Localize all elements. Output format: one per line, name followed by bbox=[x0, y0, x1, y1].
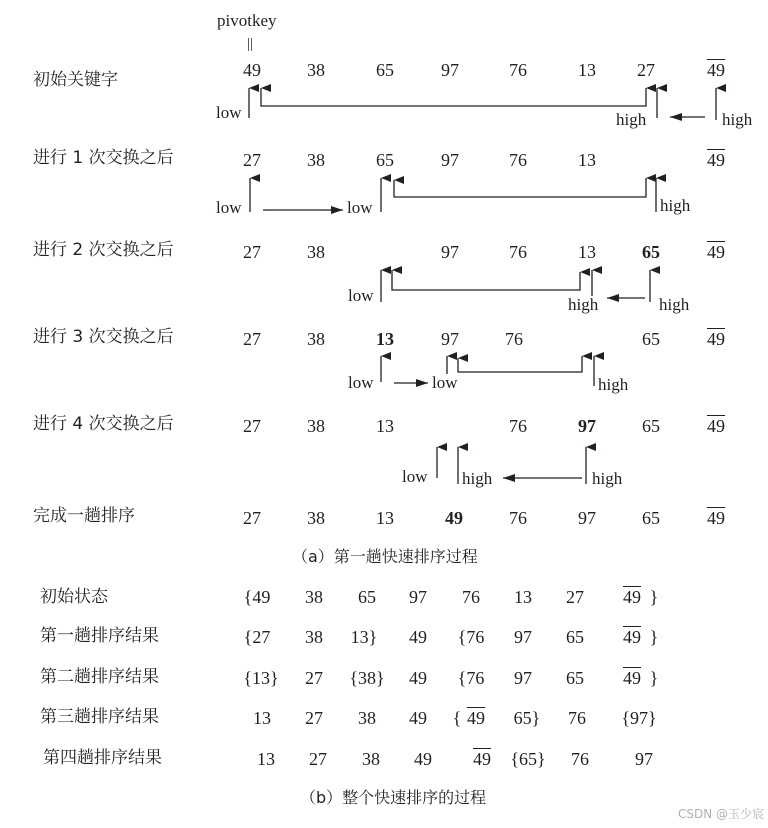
cell: 65 bbox=[358, 587, 376, 607]
key-value-bold: 13 bbox=[376, 329, 394, 349]
cell: 49 bbox=[409, 668, 427, 688]
key-value: 65 bbox=[642, 329, 660, 349]
caption-part-b: （b）整个快速排序的过程 bbox=[300, 788, 487, 807]
row-label: 第一趟排序结果 bbox=[40, 626, 159, 646]
key-value: 65 bbox=[376, 60, 394, 80]
cell: 13 bbox=[514, 587, 532, 607]
row-label: 第二趟排序结果 bbox=[40, 667, 159, 687]
cell: 13 bbox=[253, 708, 271, 728]
key-value: 27 bbox=[243, 150, 261, 170]
cell: { bbox=[452, 708, 462, 728]
cell: 13} bbox=[350, 627, 378, 647]
high-pointer-label: high bbox=[592, 469, 623, 488]
watermark: CSDN @玉少宸 bbox=[678, 807, 765, 821]
key-value: 13 bbox=[578, 242, 596, 262]
low-pointer-label: low bbox=[216, 198, 242, 217]
cell: } bbox=[649, 587, 659, 607]
cell: 76 bbox=[568, 708, 586, 728]
row-label: 进行 1 次交换之后 bbox=[33, 148, 174, 168]
cell: {13} bbox=[243, 668, 279, 688]
high-pointer-label: high bbox=[660, 196, 691, 215]
key-value: 76 bbox=[509, 60, 527, 80]
key-value: 97 bbox=[441, 242, 459, 262]
cell: 97 bbox=[409, 587, 427, 607]
cell-overlined: 49 bbox=[623, 627, 641, 647]
cell: 76 bbox=[462, 587, 480, 607]
pivotkey-label: pivotkey bbox=[217, 11, 277, 30]
cell: 97 bbox=[514, 627, 532, 647]
low-pointer-label: low bbox=[348, 373, 374, 392]
key-value: 38 bbox=[307, 508, 325, 528]
cell: {65} bbox=[510, 749, 546, 769]
cell: 27 bbox=[566, 587, 584, 607]
key-value: 97 bbox=[441, 60, 459, 80]
key-value: 13 bbox=[578, 60, 596, 80]
key-value: 49 bbox=[243, 60, 261, 80]
key-value: 27 bbox=[243, 416, 261, 436]
cell: {38} bbox=[349, 668, 385, 688]
high-pointer-label: high bbox=[722, 110, 753, 129]
key-value-overlined: 49 bbox=[707, 242, 725, 262]
key-value: 76 bbox=[509, 416, 527, 436]
key-value: 97 bbox=[441, 150, 459, 170]
high-pointer-label: high bbox=[598, 375, 629, 394]
key-value: 38 bbox=[307, 60, 325, 80]
key-value-bold: 49 bbox=[445, 508, 463, 528]
cell: 76 bbox=[571, 749, 589, 769]
cell: 49 bbox=[409, 627, 427, 647]
key-value-overlined: 49 bbox=[707, 416, 725, 436]
cell: 38 bbox=[358, 708, 376, 728]
low-pointer-label: low bbox=[216, 103, 242, 122]
row-label: 第四趟排序结果 bbox=[43, 748, 162, 768]
key-value: 38 bbox=[307, 329, 325, 349]
row-label: 进行 2 次交换之后 bbox=[33, 240, 174, 260]
key-value: 97 bbox=[578, 508, 596, 528]
caption-part-a: （a）第一趟快速排序过程 bbox=[292, 547, 478, 566]
cell: 27 bbox=[309, 749, 327, 769]
cell: 38 bbox=[305, 587, 323, 607]
row-label: 第三趟排序结果 bbox=[40, 707, 159, 727]
cell: 49 bbox=[414, 749, 432, 769]
high-pointer-label: high bbox=[462, 469, 493, 488]
high-pointer-label: high bbox=[659, 295, 690, 314]
key-value: 27 bbox=[637, 60, 655, 80]
low-pointer-label: low bbox=[432, 373, 458, 392]
key-value: 76 bbox=[509, 508, 527, 528]
cell: 65 bbox=[566, 668, 584, 688]
key-value: 97 bbox=[441, 329, 459, 349]
key-value-overlined: 49 bbox=[707, 150, 725, 170]
cell-overlined: 49 bbox=[623, 587, 641, 607]
cell: {97} bbox=[621, 708, 657, 728]
key-value: 38 bbox=[307, 150, 325, 170]
cell: 27 bbox=[305, 708, 323, 728]
low-pointer-label: low bbox=[402, 467, 428, 486]
key-value: 13 bbox=[578, 150, 596, 170]
key-value-overlined: 49 bbox=[707, 329, 725, 349]
cell-overlined: 49 bbox=[473, 749, 491, 769]
key-value: 13 bbox=[376, 508, 394, 528]
key-value: 27 bbox=[243, 242, 261, 262]
key-value-bold: 97 bbox=[578, 416, 596, 436]
key-value: 65 bbox=[642, 508, 660, 528]
cell: } bbox=[649, 627, 659, 647]
key-value: 38 bbox=[307, 416, 325, 436]
key-value: 76 bbox=[505, 329, 523, 349]
high-pointer-label: high bbox=[568, 295, 599, 314]
row-label: 进行 3 次交换之后 bbox=[33, 327, 174, 347]
cell: {27 bbox=[243, 627, 271, 647]
cell: 13 bbox=[257, 749, 275, 769]
low-pointer-label: low bbox=[347, 198, 373, 217]
key-value: 27 bbox=[243, 329, 261, 349]
cell: {76 bbox=[457, 668, 485, 688]
cell: } bbox=[649, 668, 659, 688]
key-value-overlined: 49 bbox=[707, 60, 725, 80]
key-value: 38 bbox=[307, 242, 325, 262]
key-value: 27 bbox=[243, 508, 261, 528]
cell: 49 bbox=[409, 708, 427, 728]
row-label: 初始状态 bbox=[40, 587, 108, 607]
cell-overlined: 49 bbox=[467, 708, 485, 728]
cell: 27 bbox=[305, 668, 323, 688]
cell-overlined: 49 bbox=[623, 668, 641, 688]
key-value-bold: 65 bbox=[642, 242, 660, 262]
pivot-equals-marker: || bbox=[247, 36, 254, 52]
key-value-overlined: 49 bbox=[707, 508, 725, 528]
cell: 65 bbox=[566, 627, 584, 647]
row-label: 进行 4 次交换之后 bbox=[33, 414, 174, 434]
key-value: 65 bbox=[642, 416, 660, 436]
cell: {49 bbox=[243, 587, 271, 607]
key-value: 76 bbox=[509, 242, 527, 262]
low-pointer-label: low bbox=[348, 286, 374, 305]
high-pointer-label: high bbox=[616, 110, 647, 129]
cell: {76 bbox=[457, 627, 485, 647]
cell: 97 bbox=[635, 749, 653, 769]
cell: 38 bbox=[305, 627, 323, 647]
key-value: 65 bbox=[376, 150, 394, 170]
key-value: 13 bbox=[376, 416, 394, 436]
cell: 38 bbox=[362, 749, 380, 769]
row-label: 完成一趟排序 bbox=[33, 506, 135, 526]
row-label: 初始关键字 bbox=[33, 70, 118, 90]
cell: 65} bbox=[513, 708, 541, 728]
key-value: 76 bbox=[509, 150, 527, 170]
cell: 97 bbox=[514, 668, 532, 688]
